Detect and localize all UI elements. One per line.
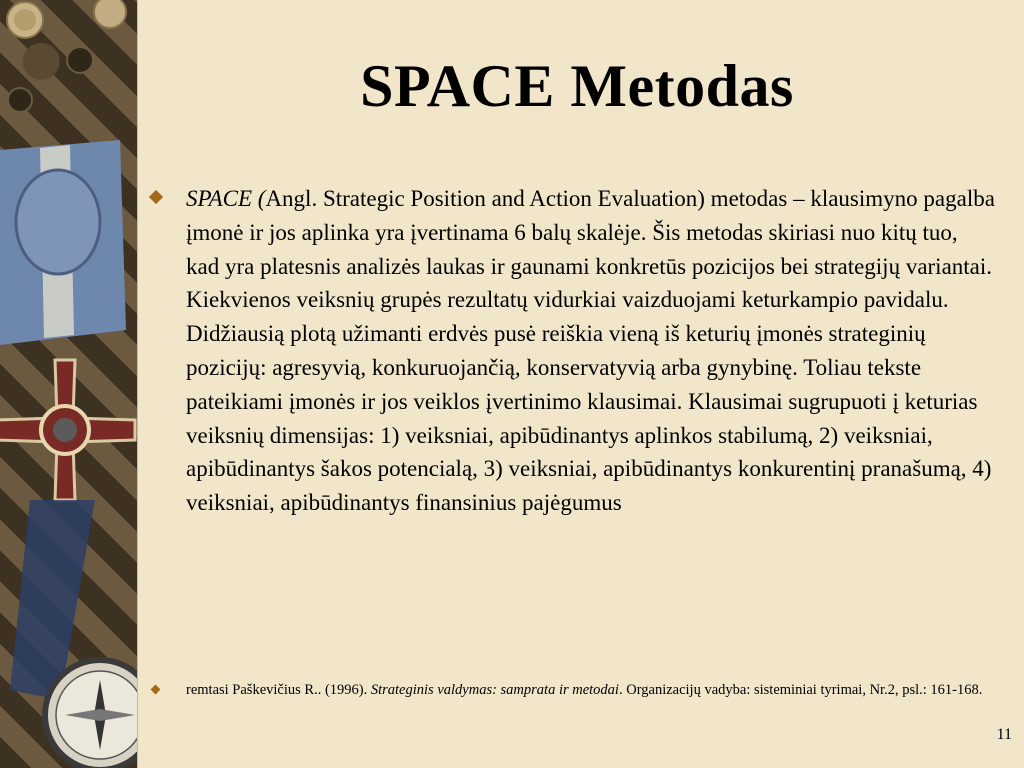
reference-bullet-text [186, 679, 1006, 701]
decoration-illustration [0, 0, 137, 768]
reference-title: Strateginis valdymas: samprata ir metodai [370, 682, 619, 698]
slide-title: SPACE Metodas [360, 53, 794, 119]
reference-suffix: . Organizacijų vadyba: sisteminiai tyrimai, Nr.2, psl.: 161-168. [618, 682, 983, 698]
main-bullet-text [186, 182, 996, 520]
diamond-bullet-icon [149, 190, 163, 204]
medal-compass-decoration [0, 0, 138, 768]
reference-prefix: remtasi Paškevičius R.. (1996). [186, 682, 371, 698]
main-bullet-body: Angl. Strategic Position and Action Evaluation) metodas – klausimyno pagalba įmonė ir jos aplinka yra įvertinama 6 balų skalėje. Šis metodas skiriasi nuo kitų tuo, kad yra platesnis analizės laukas ir gaunami konkretūs pozicijos bei strategijų variantai. Kiekvienos veiksnių grupės rezultatų vidurkiai vaizduojami keturkampio pavidalu. Didžiausią plotą užimanti erdvės pusė reiškia vieną iš keturių įmonės strateginių pozicijų: agresyvią, konkuruojančią, konservatyvią arba gynybinę. Toliau tekste pateikiami įmonės ir jos veiklos įvertinimo klausimai. Klausimai sugrupuoti į keturias veiksnių dimensijas: 1) veiksniai, apibūdinantys aplinkos stabilumą, 2) veiksniai, apibūdinantys šakos potencialą, 3) veiksniai, apibūdinantys konkurentinį pranašumą, 4) veiksniai, apibūdinantys finansinius pajėgumus [186, 186, 995, 516]
diamond-bullet-icon [151, 685, 161, 695]
main-bullet-lead: SPACE ( [186, 186, 266, 211]
page-number: 11 [996, 726, 1012, 743]
